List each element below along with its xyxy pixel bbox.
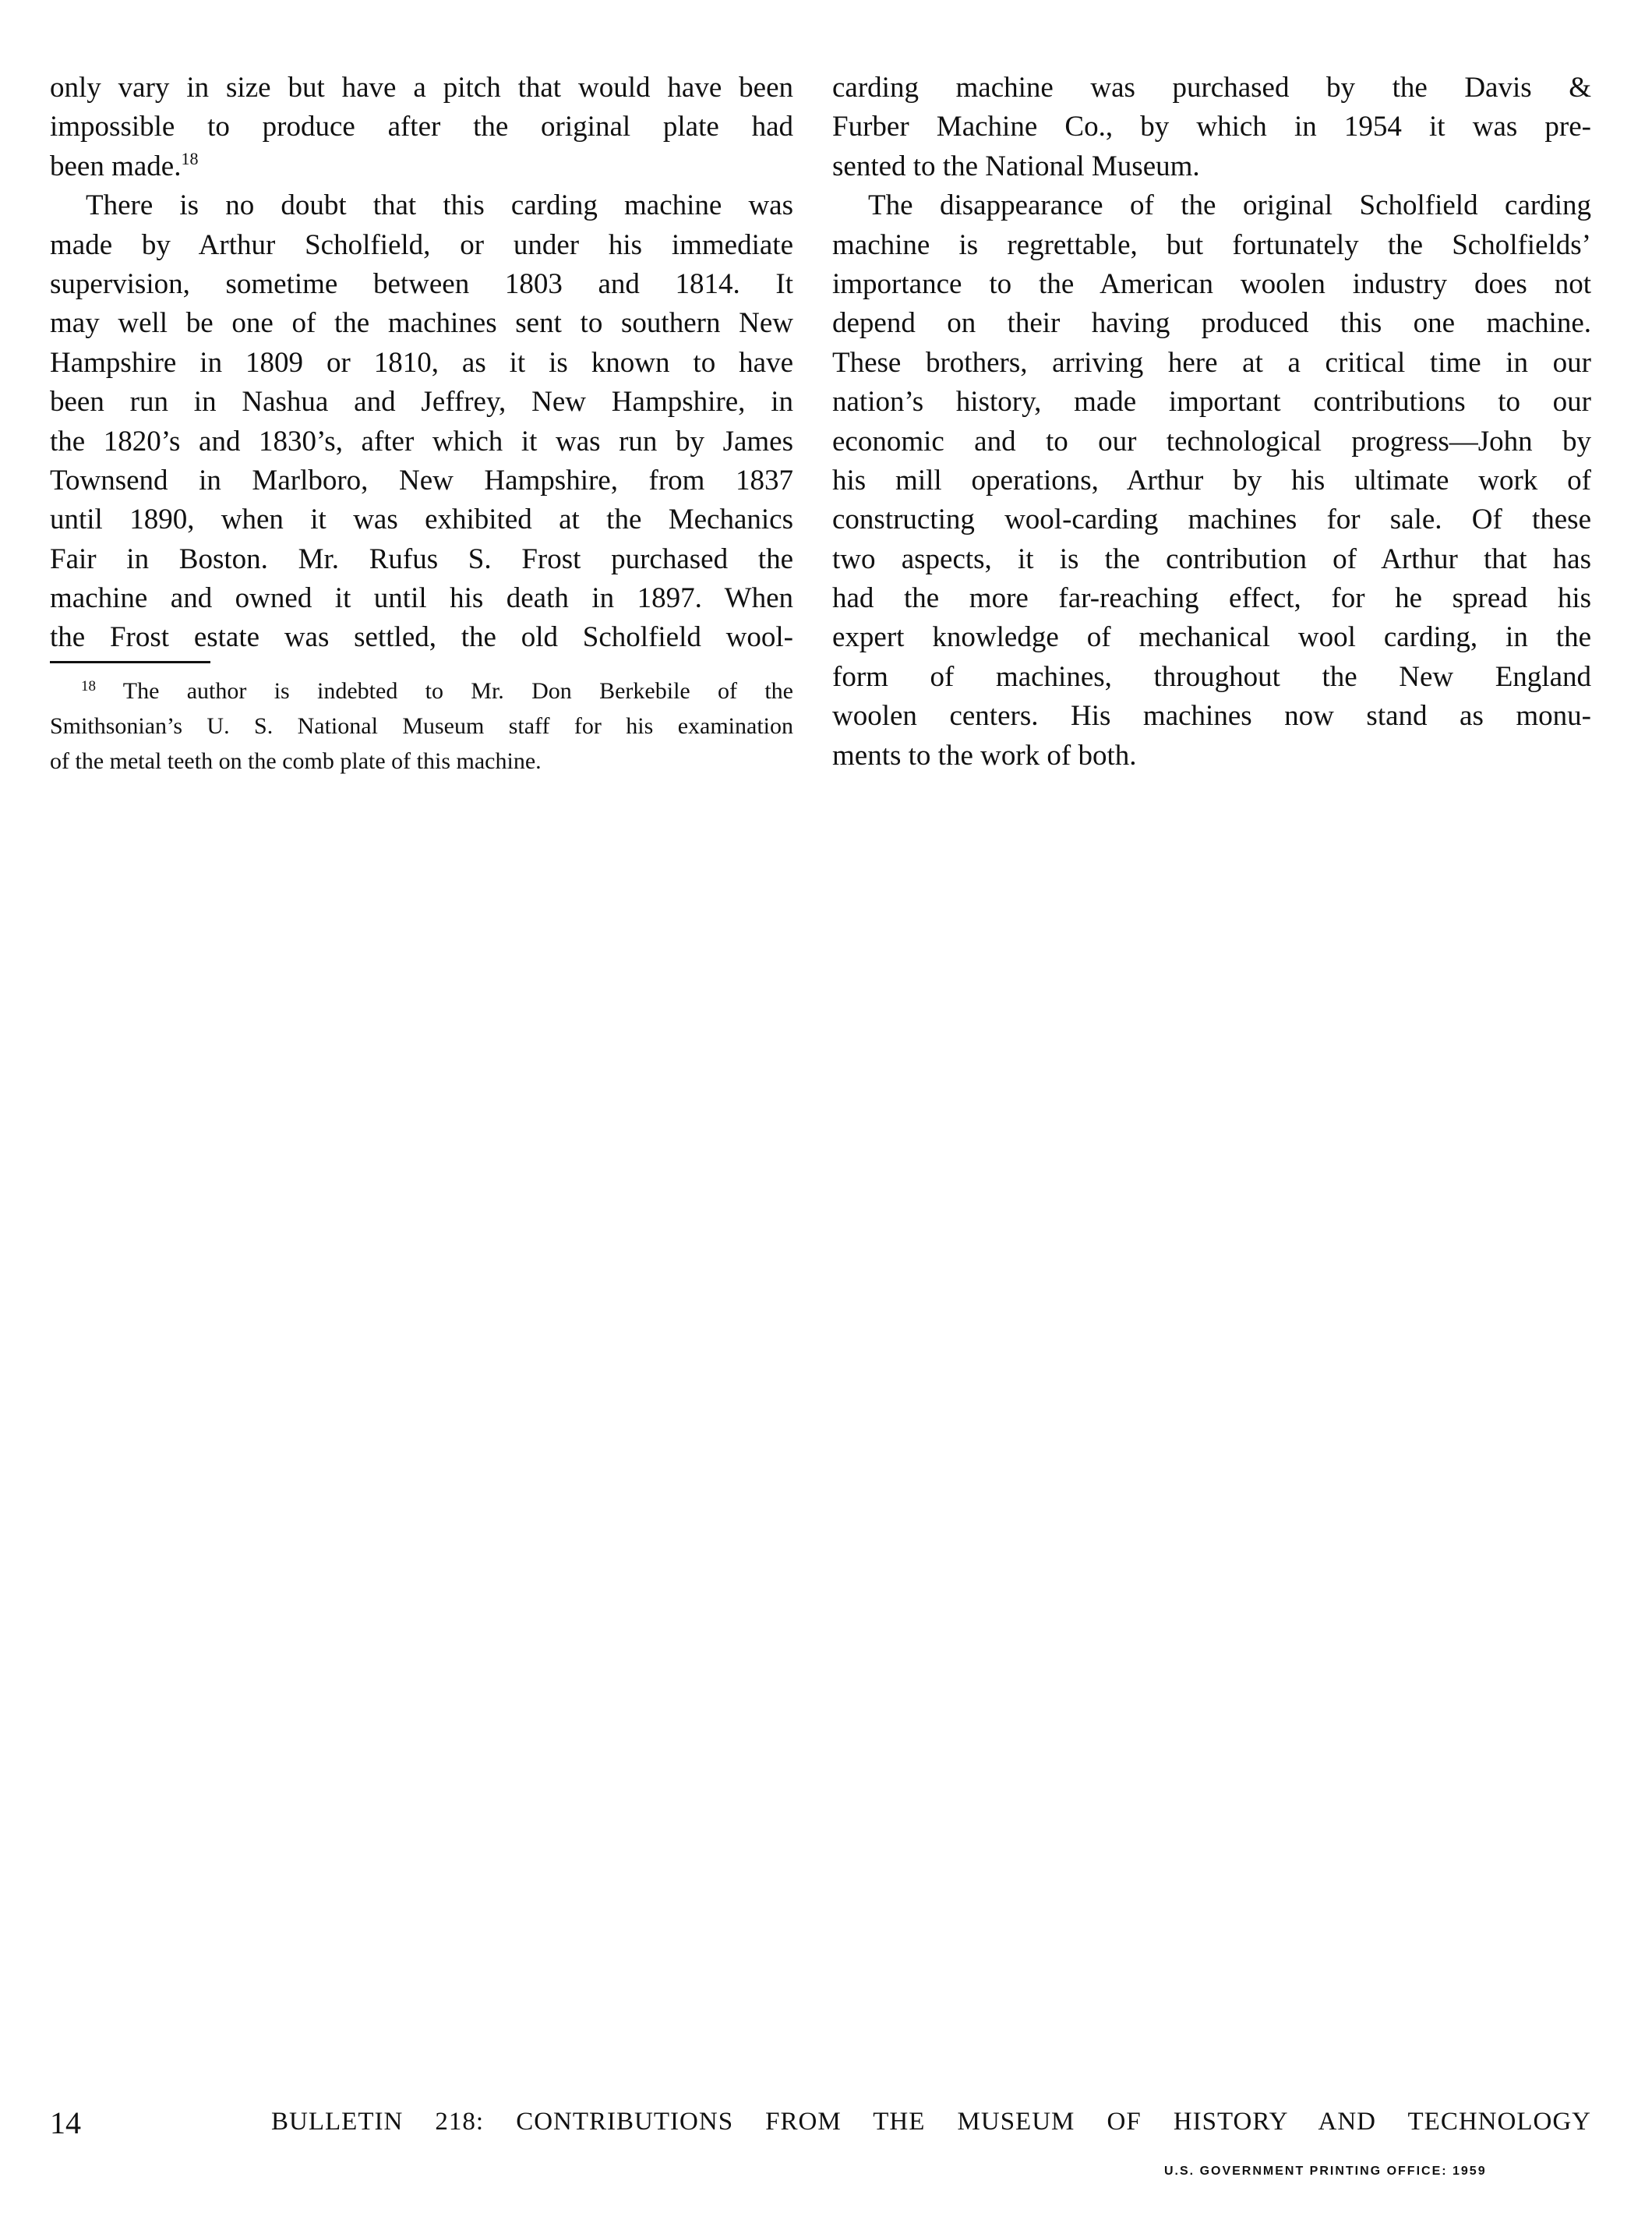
footnote-line: of the metal teeth on the comb plate of this machine. xyxy=(50,748,542,774)
text-line: machine and owned it until his death in 1897. When xyxy=(50,582,793,615)
text-line-content: been made. xyxy=(50,150,182,182)
text-line: the 1820’s and 1830’s, after which it was run by James xyxy=(50,425,793,458)
text-line xyxy=(50,147,793,186)
text-line: been run in Nashua and Jeffrey, New Hampshire, in xyxy=(50,386,793,419)
text-line: Fair in Boston. Mr. Rufus S. Frost purchased the xyxy=(50,542,793,575)
text-line: importance to the American woolen industry does not xyxy=(832,267,1591,300)
text-line: machine is regrettable, but fortunately the Scholfields’ xyxy=(832,228,1591,261)
footnote xyxy=(50,673,793,779)
footnote-reference: 18 xyxy=(181,148,199,168)
text-line: sented to the National Museum. xyxy=(832,150,1200,182)
text-line: depend on their having produced this one machine. xyxy=(832,307,1591,340)
footnote-number: 18 xyxy=(81,678,96,694)
text-line: impossible to produce after the original plate had xyxy=(50,111,793,143)
footnote-divider xyxy=(50,661,210,663)
right-column xyxy=(832,69,1591,776)
text-line: These brothers, arriving here at a critical time in our xyxy=(832,346,1591,379)
running-head: BULLETIN 218: CONTRIBUTIONS FROM THE MUSEUM OF HISTORY AND TECHNOLOGY xyxy=(271,2108,1591,2136)
text-line: Hampshire in 1809 or 1810, as it is known to have xyxy=(50,346,793,379)
text-line: expert knowledge of mechanical wool carding, in the xyxy=(832,621,1591,654)
text-line: until 1890, when it was exhibited at the Mechanics xyxy=(50,504,793,536)
text-line: constructing wool-carding machines for sale. Of these xyxy=(832,504,1591,536)
text-line: economic and to our technological progress—John by xyxy=(832,425,1591,458)
text-line: Furber Machine Co., by which in 1954 it was pre- xyxy=(832,111,1591,143)
text-line: ments to the work of both. xyxy=(832,739,1137,772)
footnote-line xyxy=(50,673,793,709)
text-line: The disappearance of the original Scholfield carding xyxy=(868,189,1591,222)
footnote-line: Smithsonian’s U. S. National Museum staff for his examination xyxy=(50,713,793,739)
page-number: 14 xyxy=(50,2105,81,2140)
text-line: two aspects, it is the contribution of Arthur that has xyxy=(832,542,1591,575)
text-line: nation’s history, made important contributions to our xyxy=(832,386,1591,419)
text-line: supervision, sometime between 1803 and 1814. It xyxy=(50,267,793,300)
printer-imprint: U.S. GOVERNMENT PRINTING OFFICE: 1959 xyxy=(1164,2165,1487,2178)
text-line: form of machines, throughout the New England xyxy=(832,660,1591,693)
text-line: There is no doubt that this carding machine was xyxy=(86,189,793,222)
text-line: carding machine was purchased by the Davis & xyxy=(832,72,1591,104)
text-line: his mill operations, Arthur by his ultimate work of xyxy=(832,464,1591,497)
text-line: only vary in size but have a pitch that would have been xyxy=(50,72,793,104)
text-line: made by Arthur Scholfield, or under his immediate xyxy=(50,228,793,261)
text-line: the Frost estate was settled, the old Scholfield wool- xyxy=(50,621,793,654)
text-line: had the more far-reaching effect, for he spread his xyxy=(832,582,1591,615)
text-line: Townsend in Marlboro, New Hampshire, from 1837 xyxy=(50,464,793,497)
footnote-text: The author is indebted to Mr. Don Berkebile of the xyxy=(122,678,793,704)
text-line: may well be one of the machines sent to southern New xyxy=(50,307,793,340)
left-column xyxy=(50,69,793,658)
text-line: woolen centers. His machines now stand as monu- xyxy=(832,700,1591,733)
